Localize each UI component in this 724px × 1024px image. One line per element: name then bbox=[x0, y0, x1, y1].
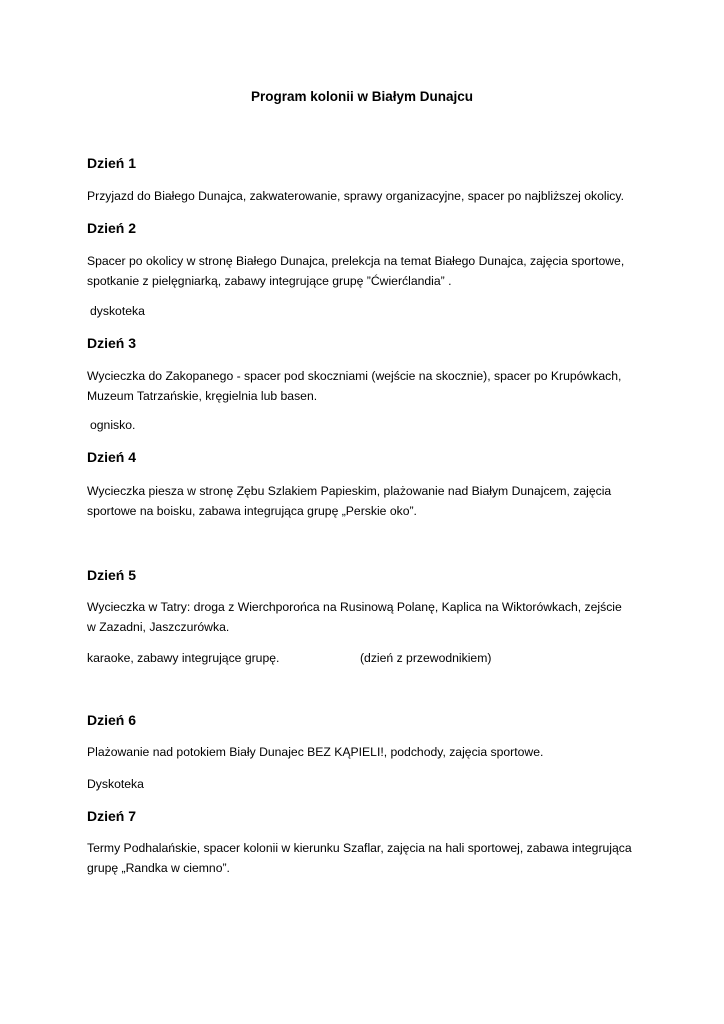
day-6-heading: Dzień 6 bbox=[87, 712, 137, 728]
day-2-heading: Dzień 2 bbox=[87, 220, 137, 236]
day-5-evening bbox=[87, 648, 647, 668]
day-3-heading: Dzień 3 bbox=[87, 335, 137, 351]
day-3-evening: ognisko. bbox=[90, 418, 136, 432]
day-3-line-2: Muzeum Tatrzańskie, kręgielnia lub basen. bbox=[87, 389, 318, 403]
day-7-heading: Dzień 7 bbox=[87, 808, 137, 824]
day-3-description bbox=[87, 366, 647, 406]
day-2-evening: dyskoteka bbox=[90, 304, 145, 318]
day-7-line-2: grupę „Randka w ciemno”. bbox=[87, 861, 230, 875]
day-7-line-1: Termy Podhalańskie, spacer kolonii w kierunku Szaflar, zajęcia na hali sportowej, zabawa integrująca bbox=[87, 841, 632, 855]
day-5-evening-activities: karaoke, zabawy integrujące grupę. bbox=[87, 651, 280, 665]
day-5-description bbox=[87, 597, 647, 637]
day-6-line-1: Plażowanie nad potokiem Biały Dunajec BEZ KĄPIELI!, podchody, zajęcia sportowe. bbox=[87, 745, 544, 759]
day-5-guide-note: (dzień z przewodnikiem) bbox=[360, 651, 492, 665]
day-2-line-2: spotkanie z pielęgniarką, zabawy integrujące grupę ”Ćwierćlandia” . bbox=[87, 274, 452, 288]
day-6-evening: Dyskoteka bbox=[87, 777, 144, 791]
day-4-description bbox=[87, 481, 647, 521]
day-1-line-1: Przyjazd do Białego Dunajca, zakwaterowanie, sprawy organizacyjne, spacer po najbliższej okolicy. bbox=[87, 189, 624, 203]
day-5-line-2: w Zazadni, Jaszczurówka. bbox=[87, 620, 230, 634]
document-title: Program kolonii w Białym Dunajcu bbox=[250, 89, 474, 104]
day-4-line-2: sportowe na boisku, zabawa integrująca grupę „Perskie oko”. bbox=[87, 504, 417, 518]
day-2-line-1: Spacer po okolicy w stronę Białego Dunajca, prelekcja na temat Białego Dunajca, zajęcia sportowe, bbox=[87, 254, 625, 268]
day-2-description bbox=[87, 251, 647, 291]
day-5-line-1: Wycieczka w Tatry: droga z Wierchporońca na Rusinową Polanę, Kaplica na Wiktorówkach, zejście bbox=[87, 600, 622, 614]
day-5-heading: Dzień 5 bbox=[87, 567, 137, 583]
day-1-heading: Dzień 1 bbox=[87, 155, 137, 171]
day-6-description bbox=[87, 742, 647, 762]
day-7-description bbox=[87, 838, 647, 878]
day-1-description bbox=[87, 186, 647, 206]
day-3-line-1: Wycieczka do Zakopanego - spacer pod skoczniami (wejście na skocznie), spacer po Krupówkach, bbox=[87, 369, 622, 383]
day-4-heading: Dzień 4 bbox=[87, 449, 137, 465]
day-4-line-1: Wycieczka piesza w stronę Zębu Szlakiem Papieskim, plażowanie nad Białym Dunajcem, zajęcia bbox=[87, 484, 612, 498]
